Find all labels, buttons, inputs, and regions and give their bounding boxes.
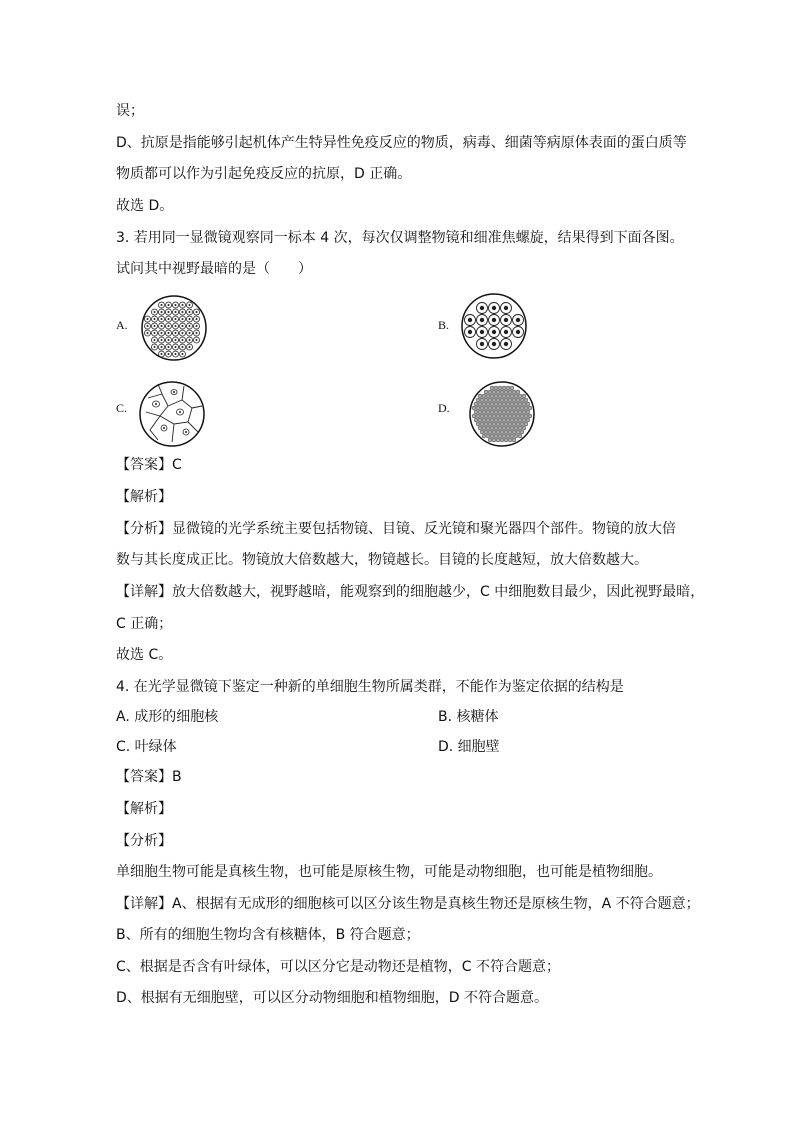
text-line: 单细胞生物可能是真核生物，也可能是原核生物，可能是动物细胞，也可能是植物细胞。 xyxy=(116,864,662,880)
question-3-stem: 试问其中视野最暗的是（ ） xyxy=(116,261,312,277)
option-c-label: C. xyxy=(116,401,128,415)
question-4-stem: 4. 在光学显微镜下鉴定一种新的单细胞生物所属类群，不能作为鉴定依据的结构是 xyxy=(116,679,624,695)
answer-line: 【答案】B xyxy=(116,769,182,785)
analysis-heading: 【解析】 xyxy=(116,489,172,505)
option-b: B. 核糖体 xyxy=(438,709,499,725)
option-d-label: D. xyxy=(438,401,450,415)
option-b-label: B. xyxy=(438,318,450,332)
text-line: 【分析】 xyxy=(116,833,172,849)
answer-line: 【答案】C xyxy=(116,457,182,473)
question-3-stem: 3. 若用同一显微镜观察同一标本 4 次，每次仅调整物镜和细准焦螺旋，结果得到下面各图。 xyxy=(116,230,684,246)
text-line: B、所有的细胞生物均含有核糖体，B 符合题意； xyxy=(116,927,420,943)
micrograph-d xyxy=(468,380,536,448)
text-line: C 正确； xyxy=(116,616,173,632)
text-line: 【详解】放大倍数越大，视野越暗，能观察到的细胞越少，C 中细胞数目最少，因此视野最暗， xyxy=(116,584,705,600)
micrograph-a xyxy=(140,294,208,362)
text-line: 故选 D。 xyxy=(116,198,174,214)
option-a: A. 成形的细胞核 xyxy=(116,709,219,725)
option-c: C. 叶绿体 xyxy=(116,739,177,755)
text-line: 故选 C。 xyxy=(116,647,173,663)
text-line: 物质都可以作为引起免疫反应的抗原，D 正确。 xyxy=(116,166,412,182)
text-line: 数与其长度成正比。物镜放大倍数越大，物镜越长。目镜的长度越短，放大倍数越大。 xyxy=(116,552,648,568)
analysis-heading: 【解析】 xyxy=(116,801,172,817)
micrograph-b xyxy=(460,292,528,360)
text-line: 【详解】A、根据有无成形的细胞核可以区分该生物是真核生物还是原核生物，A 不符合题意； xyxy=(116,896,700,912)
micrograph-c xyxy=(138,380,206,448)
text-line: 【分析】显微镜的光学系统主要包括物镜、目镜、反光镜和聚光器四个部件。物镜的放大倍 xyxy=(116,521,676,537)
option-a-label: A. xyxy=(116,318,128,332)
option-d: D. 细胞壁 xyxy=(438,739,500,755)
text-line: 误； xyxy=(116,103,144,119)
text-line: C、根据是否含有叶绿体，可以区分它是动物还是植物，C 不符合题意； xyxy=(116,959,560,975)
text-line: D、根据有无细胞壁，可以区分动物细胞和植物细胞，D 不符合题意。 xyxy=(116,990,549,1006)
text-line: D、抗原是指能够引起机体产生特异性免疫反应的物质，病毒、细菌等病原体表面的蛋白质等 xyxy=(116,135,687,151)
